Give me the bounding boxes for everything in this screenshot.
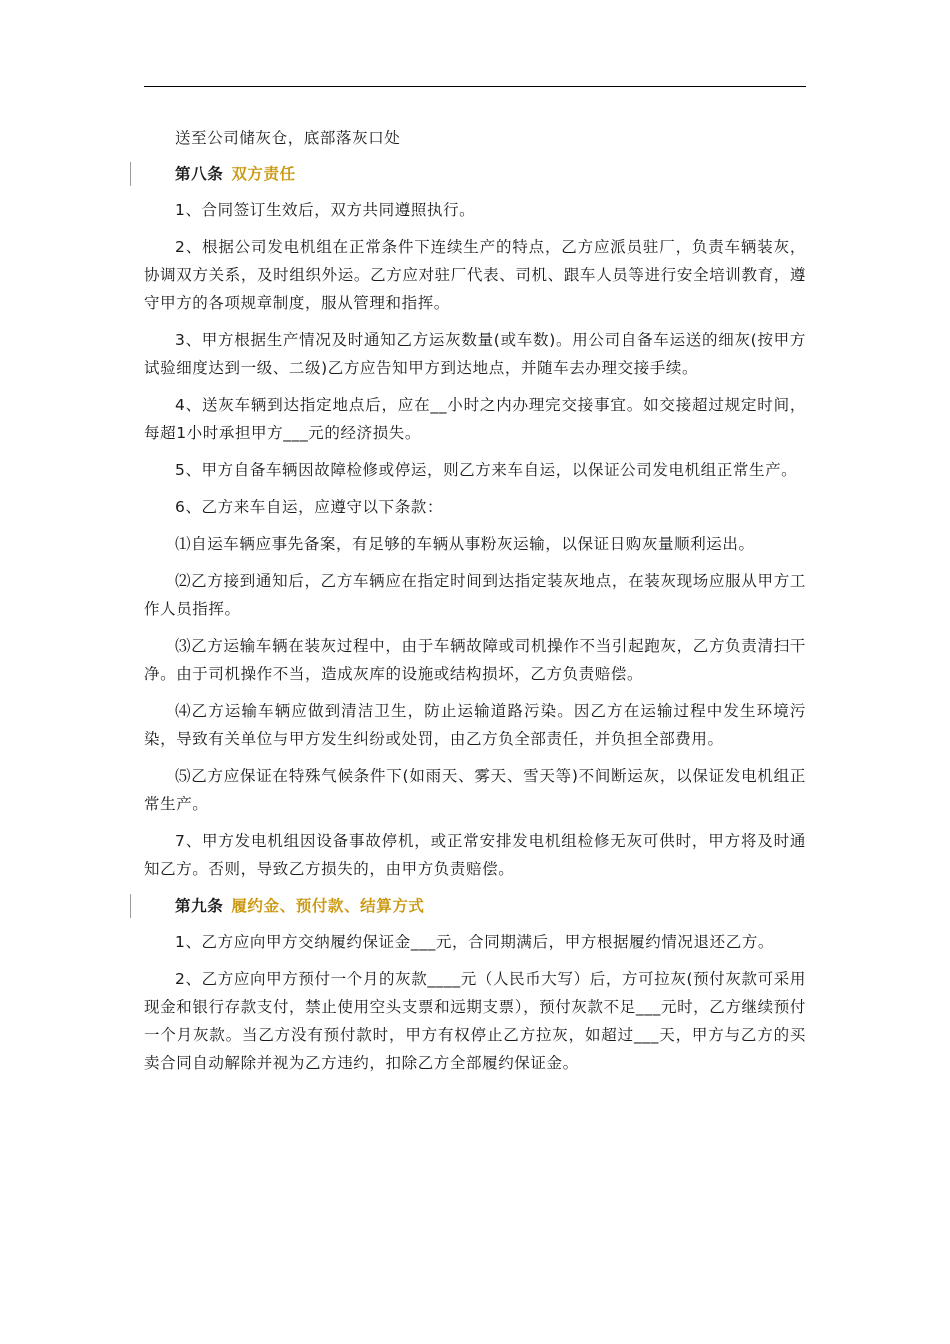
s8-paragraph-7: 7、甲方发电机组因设备事故停机，或正常安排发电机组检修无灰可供时，甲方将及时通知乙方。否则，导致乙方损失的，由甲方负责赔偿。 <box>144 832 806 878</box>
s8-clause-1: ⑴自运车辆应事先备案，有足够的车辆从事粉灰运输，以保证日购灰量顺利运出。 <box>175 535 755 553</box>
header-rule <box>144 86 806 87</box>
section-8-heading <box>144 160 806 188</box>
intro-paragraph: 送至公司储灰仓，底部落灰口处 <box>175 129 401 147</box>
s8-paragraph-2: 2、根据公司发电机组在正常条件下连续生产的特点，乙方应派员驻厂，负责车辆装灰，协调双方关系，及时组织外运。乙方应对驻厂代表、司机、跟车人员等进行安全培训教育，遵守甲方的各项规章制度，服从管理和指挥。 <box>144 238 806 312</box>
section-9-number: 第九条 <box>175 897 224 915</box>
s9-paragraph-1: 1、乙方应向甲方交纳履约保证金___元，合同期满后，甲方根据履约情况退还乙方。 <box>175 933 775 951</box>
section-8-title: 双方责任 <box>231 165 296 183</box>
s8-paragraph-5: 5、甲方自备车辆因故障检修或停运，则乙方来车自运，以保证公司发电机组正常生产。 <box>175 461 798 479</box>
document-body <box>144 124 806 1086</box>
s8-clause-2: ⑵乙方接到通知后，乙方车辆应在指定时间到达指定装灰地点，在装灰现场应服从甲方工作人员指挥。 <box>144 572 806 618</box>
section-9-heading <box>144 892 806 920</box>
section-9-title: 履约金、预付款、结算方式 <box>231 897 425 915</box>
s8-paragraph-6: 6、乙方来车自运，应遵守以下条款： <box>175 498 444 516</box>
s8-clause-5: ⑸乙方应保证在特殊气候条件下(如雨天、雾天、雪天等)不间断运灰，以保证发电机组正常生产。 <box>144 767 806 813</box>
s8-paragraph-3: 3、甲方根据生产情况及时通知乙方运灰数量(或车数)。用公司自备车运送的细灰(按甲方试验细度达到一级、二级)乙方应告知甲方到达地点，并随车去办理交接手续。 <box>144 331 806 377</box>
heading-margin-marker <box>130 162 131 186</box>
s8-clause-4: ⑷乙方运输车辆应做到清洁卫生，防止运输道路污染。因乙方在运输过程中发生环境污染，导致有关单位与甲方发生纠纷或处罚，由乙方负全部责任，并负担全部费用。 <box>144 702 806 748</box>
s8-clause-3: ⑶乙方运输车辆在装灰过程中，由于车辆故障或司机操作不当引起跑灰，乙方负责清扫干净。由于司机操作不当，造成灰库的设施或结构损坏，乙方负责赔偿。 <box>144 637 806 683</box>
section-8-number: 第八条 <box>175 165 224 183</box>
s9-paragraph-2: 2、乙方应向甲方预付一个月的灰款____元（人民币大写）后，方可拉灰(预付灰款可采用现金和银行存款支付，禁止使用空头支票和远期支票），预付灰款不足___元时，乙方继续预付一个月灰款。当乙方没有预付款时，甲方有权停止乙方拉灰，如超过___天，甲方与乙方的买卖合同自动解除并视为乙方违约，扣除乙方全部履约保证金。 <box>144 970 806 1072</box>
heading-margin-marker <box>130 894 131 918</box>
s8-paragraph-1: 1、合同签订生效后，双方共同遵照执行。 <box>175 201 476 219</box>
s8-paragraph-4: 4、送灰车辆到达指定地点后，应在__小时之内办理完交接事宜。如交接超过规定时间，每超1小时承担甲方___元的经济损失。 <box>144 396 806 442</box>
